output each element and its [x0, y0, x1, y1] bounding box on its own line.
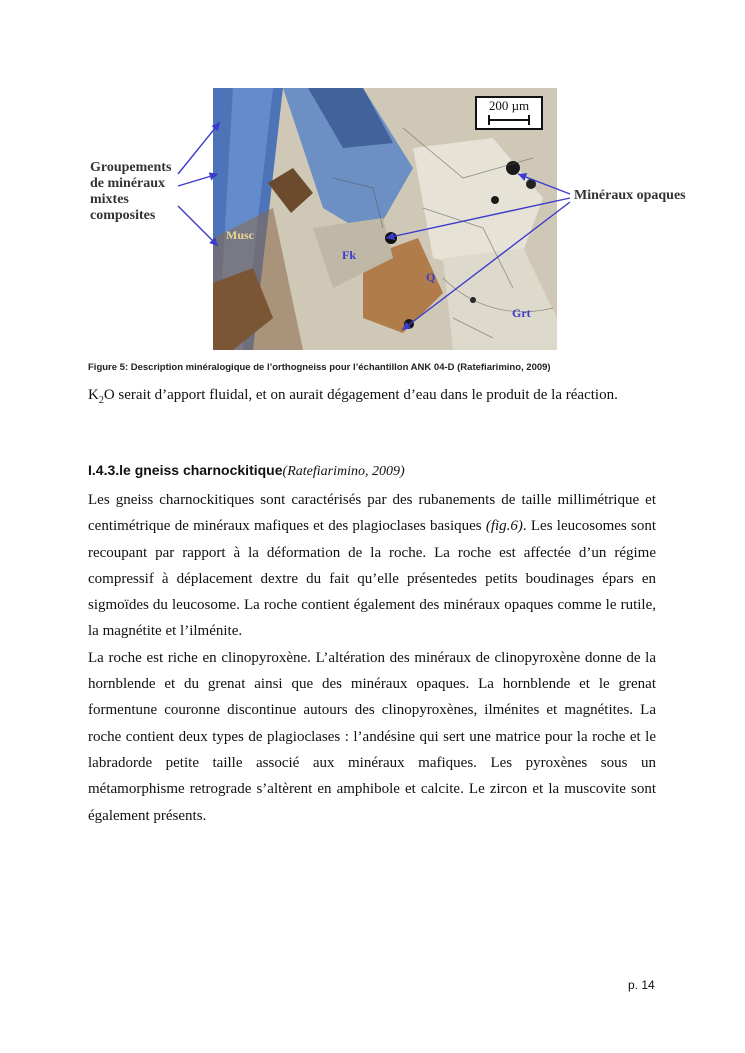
- subscript-2: 2: [98, 395, 104, 406]
- paragraph-2: La roche est riche en clinopyroxène. L’altération des minéraux de clinopyroxène donne de la hornblende et du grenat ainsi que des minéraux opaques. La hornblende et le grenat formentune couronne discontinue autours des clinopyroxènes, ilménites et magnétites. La roche contient deux types de plagioclases : l’andésine qui sert une matrice pour la roche et le labradorde petite taille associé aux minéraux mafiques. Les pyroxènes sous un métamorphisme retrograde s’altèrent en amphibole et calcite. Le zircon et la muscovite sont également présents.: [88, 649, 656, 824]
- intro-rest: O serait d’apport fluidal, et on aurait dégagement d’eau dans le produit de la réaction.: [103, 387, 618, 403]
- section-heading: [88, 462, 405, 480]
- figure-reference: (fig.6): [485, 518, 523, 535]
- label-line-4: composites: [90, 208, 156, 223]
- paragraph-1-part-2: . Les leucosomes sont recoupant par rapport à la déformation de la roche. La roche est affectée d’un régime compressif à déplacement dextre du fait qu’elle présentedes petits boudinages épars en sigmoïdes du leucosome. La roche contient également des minéraux opaques comme le rutile, la magnétite et l’ilménite.: [88, 518, 656, 640]
- scale-label: 200 µm: [488, 98, 530, 113]
- tag-musc: Musc: [226, 228, 254, 242]
- paragraph-1: [88, 487, 656, 645]
- page-number: p. 14: [628, 978, 655, 992]
- label-line-2: de minéraux: [90, 176, 166, 191]
- body-text: [88, 487, 656, 829]
- annotation-arrows: [86, 86, 706, 354]
- tag-q: Q: [426, 270, 436, 284]
- tag-grt: Grt: [512, 306, 531, 320]
- figure-caption: Figure 5: Description minéralogique de l’orthogneiss pour l’échantillon ANK 04-D (Ratefiarimino, 2009): [88, 362, 551, 373]
- tag-fk: Fk: [342, 248, 357, 262]
- label-line-1: Groupements: [90, 160, 172, 175]
- k-letter: K: [88, 387, 99, 403]
- section-title: I.4.3.le gneiss charnockitique: [88, 462, 283, 478]
- figure-5: [86, 86, 706, 354]
- section-reference: (Ratefiarimino, 2009): [282, 464, 405, 479]
- paragraph-1-part-1: Les gneiss charnockitiques sont caractérisés par des rubanements de taille millimétrique et centimétrique de minéraux mafiques et des plagioclases basiques: [88, 492, 656, 535]
- label-line-3: mixtes: [90, 192, 129, 207]
- intro-sentence: [88, 387, 618, 406]
- label-opaque-minerals: Minéraux opaques: [574, 188, 686, 203]
